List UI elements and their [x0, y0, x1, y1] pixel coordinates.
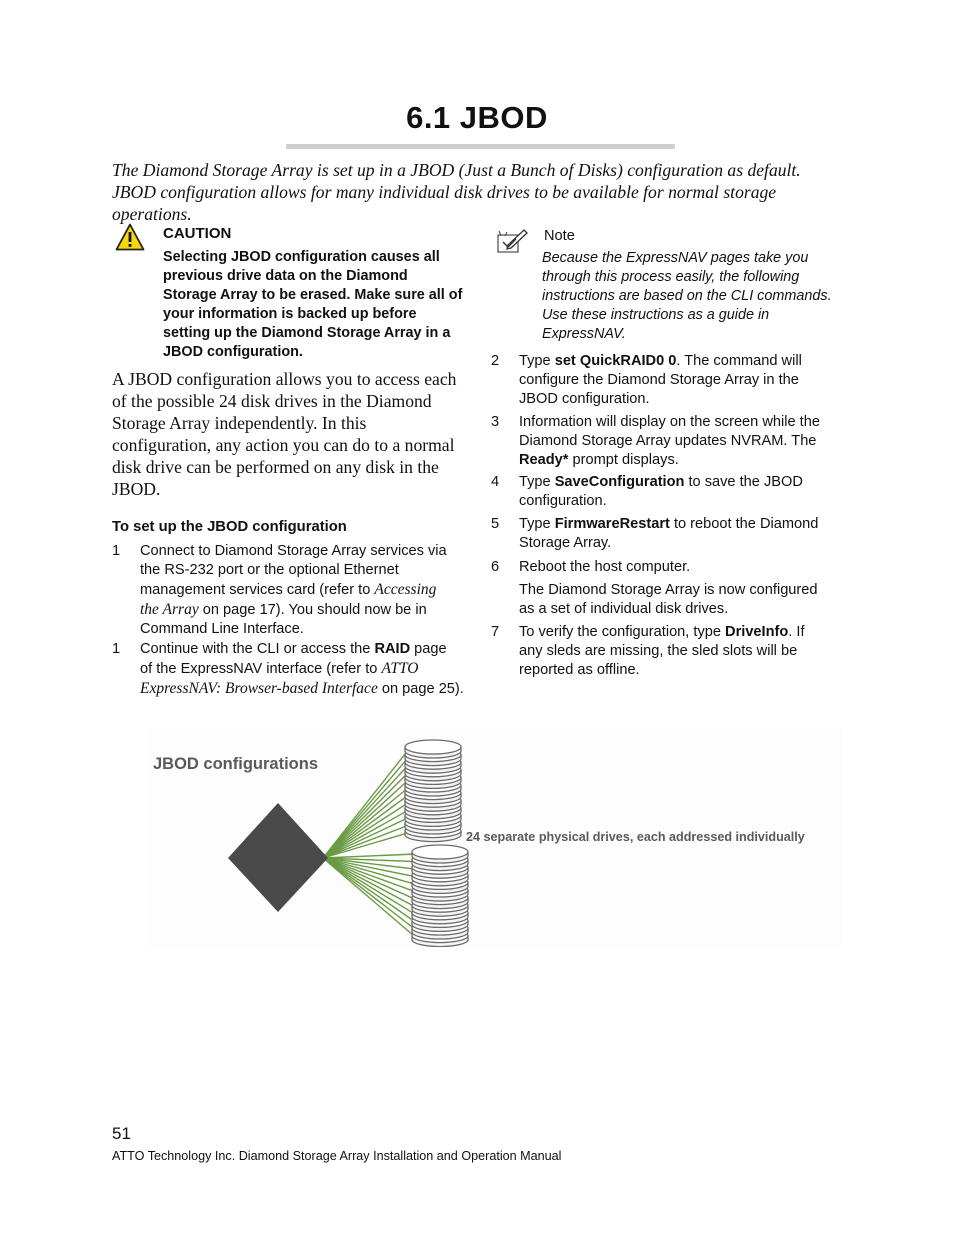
step-number: 1 — [112, 543, 121, 559]
bold-term: FirmwareRestart — [554, 516, 670, 532]
procedure-step — [491, 558, 843, 578]
step-result-text — [519, 581, 818, 619]
procedure-step — [491, 473, 843, 513]
step-text — [519, 473, 803, 511]
step-number: 5 — [491, 516, 500, 532]
step-text — [519, 623, 805, 680]
page-title: 6.1 JBOD — [406, 100, 548, 135]
bold-term: SaveConfiguration — [554, 474, 685, 490]
note-line: Use these instructions as a guide in — [542, 307, 770, 323]
caution-line: Storage Array to be erased. Make sure all of — [163, 287, 463, 303]
text-line: configure the Diamond Storage Array in the — [519, 372, 799, 388]
caution-line: JBOD configuration. — [163, 344, 303, 360]
text-line: management services card (refer to Accessing — [140, 581, 437, 598]
text-line: Continue with the CLI or access the RAID page — [140, 641, 447, 657]
step-text — [140, 640, 464, 699]
text-line: configuration. — [519, 493, 607, 509]
step-text — [140, 542, 447, 639]
text-line: of the ExpressNAV interface (refer to ATTO — [140, 660, 419, 677]
paragraph-line: Storage Array independently. In this — [112, 413, 367, 433]
note-label: Note — [544, 228, 575, 244]
step-result — [491, 581, 843, 621]
procedure-step — [491, 623, 843, 683]
step-text — [519, 413, 820, 470]
step-text — [519, 515, 818, 553]
caution-line: previous drive data on the Diamond — [163, 268, 408, 284]
text-line: Ready* prompt displays. — [519, 452, 679, 468]
text-line: JBOD configuration. — [519, 391, 650, 407]
caution-text — [163, 248, 465, 362]
caution-line: setting up the Diamond Storage Array in a — [163, 325, 451, 341]
step-number: 3 — [491, 414, 500, 430]
text-line: To verify the configuration, type DriveInfo. If — [519, 624, 805, 640]
step-text — [519, 558, 690, 577]
text-line: the Array on page 17). You should now be in — [140, 601, 427, 618]
text-line: the RS-232 port or the optional Ethernet — [140, 562, 399, 578]
jbod-description — [112, 368, 464, 500]
step-number: 2 — [491, 353, 500, 369]
step-number: 1 — [112, 641, 121, 657]
procedure-step — [491, 352, 843, 412]
cross-reference: ExpressNAV: Browser-based Interface — [140, 680, 378, 697]
procedure-step — [491, 413, 843, 473]
caution-heading: CAUTION — [163, 225, 232, 242]
title-underline — [286, 144, 675, 149]
text-line: Type SaveConfiguration to save the JBOD — [519, 474, 803, 490]
text-line: Storage Array. — [519, 535, 612, 551]
text-line: Diamond Storage Array updates NVRAM. The — [519, 433, 817, 449]
bold-term: Ready* — [519, 452, 569, 468]
text-line: as a set of individual disk drives. — [519, 601, 729, 617]
cross-reference: ATTO — [381, 660, 419, 677]
procedure-step — [112, 542, 464, 637]
note-pencil-icon — [496, 228, 528, 254]
text-line: Connect to Diamond Storage Array services via — [140, 543, 447, 559]
note-line: through this process easily, the following — [542, 269, 800, 285]
bold-term: RAID — [374, 641, 411, 657]
text-line: ExpressNAV: Browser-based Interface on page 25). — [140, 680, 464, 697]
diagram-caption: 24 separate physical drives, each addressed individually — [466, 830, 805, 844]
cross-reference: the Array — [140, 601, 199, 618]
step-number: 4 — [491, 474, 500, 490]
text-line: Information will display on the screen while the — [519, 414, 820, 430]
paragraph-line: configuration, any action you can do to a normal — [112, 435, 455, 455]
step-number: 6 — [491, 559, 500, 575]
page-number: 51 — [112, 1124, 131, 1143]
paragraph-line: disk drive can be performed on any disk in the — [112, 457, 439, 477]
text-line: Type FirmwareRestart to reboot the Diamond — [519, 516, 819, 532]
note-line: instructions are based on the CLI commands. — [542, 288, 832, 304]
procedure-step — [112, 640, 464, 700]
disk-drive — [405, 740, 461, 758]
text-line: Type set QuickRAID0 0. The command will — [519, 353, 802, 369]
caution-line: Selecting JBOD configuration causes all — [163, 249, 440, 265]
warning-triangle-icon — [115, 223, 145, 251]
paragraph-line: A JBOD configuration allows you to access each — [112, 369, 457, 389]
jbod-diagram — [148, 727, 843, 947]
disk-drive — [412, 845, 468, 863]
step-text — [519, 352, 802, 409]
text-line: Reboot the host computer. — [519, 559, 691, 575]
bold-term: set QuickRAID0 0 — [554, 353, 677, 369]
text-line: Command Line Interface. — [140, 621, 304, 637]
diagram-title: JBOD configurations — [153, 755, 319, 773]
cross-reference: Accessing — [374, 581, 437, 598]
text-line: reported as offline. — [519, 662, 640, 678]
caution-line: your information is backed up before — [163, 306, 417, 322]
bold-term: DriveInfo — [725, 624, 789, 640]
paragraph-line: JBOD. — [112, 479, 161, 499]
intro-paragraph: The Diamond Storage Array is set up in a JBOD (Just a Bunch of Disks) configuration as default. JBOD configuration allows for many individual disk drives to be available for normal storage operations. — [112, 160, 801, 224]
procedure-step — [491, 515, 843, 555]
text-line: any sleds are missing, the sled slots will be — [519, 643, 798, 659]
note-line: Because the ExpressNAV pages take you — [542, 250, 809, 266]
step-number: 7 — [491, 624, 500, 640]
paragraph-line: of the possible 24 disk drives in the Diamond — [112, 391, 432, 411]
procedure-heading: To set up the JBOD configuration — [112, 519, 347, 535]
note-line: ExpressNAV. — [542, 326, 626, 342]
note-text — [542, 249, 842, 344]
footer-text: ATTO Technology Inc. Diamond Storage Array Installation and Operation Manual — [112, 1149, 562, 1163]
text-line: The Diamond Storage Array is now configured — [519, 582, 818, 598]
